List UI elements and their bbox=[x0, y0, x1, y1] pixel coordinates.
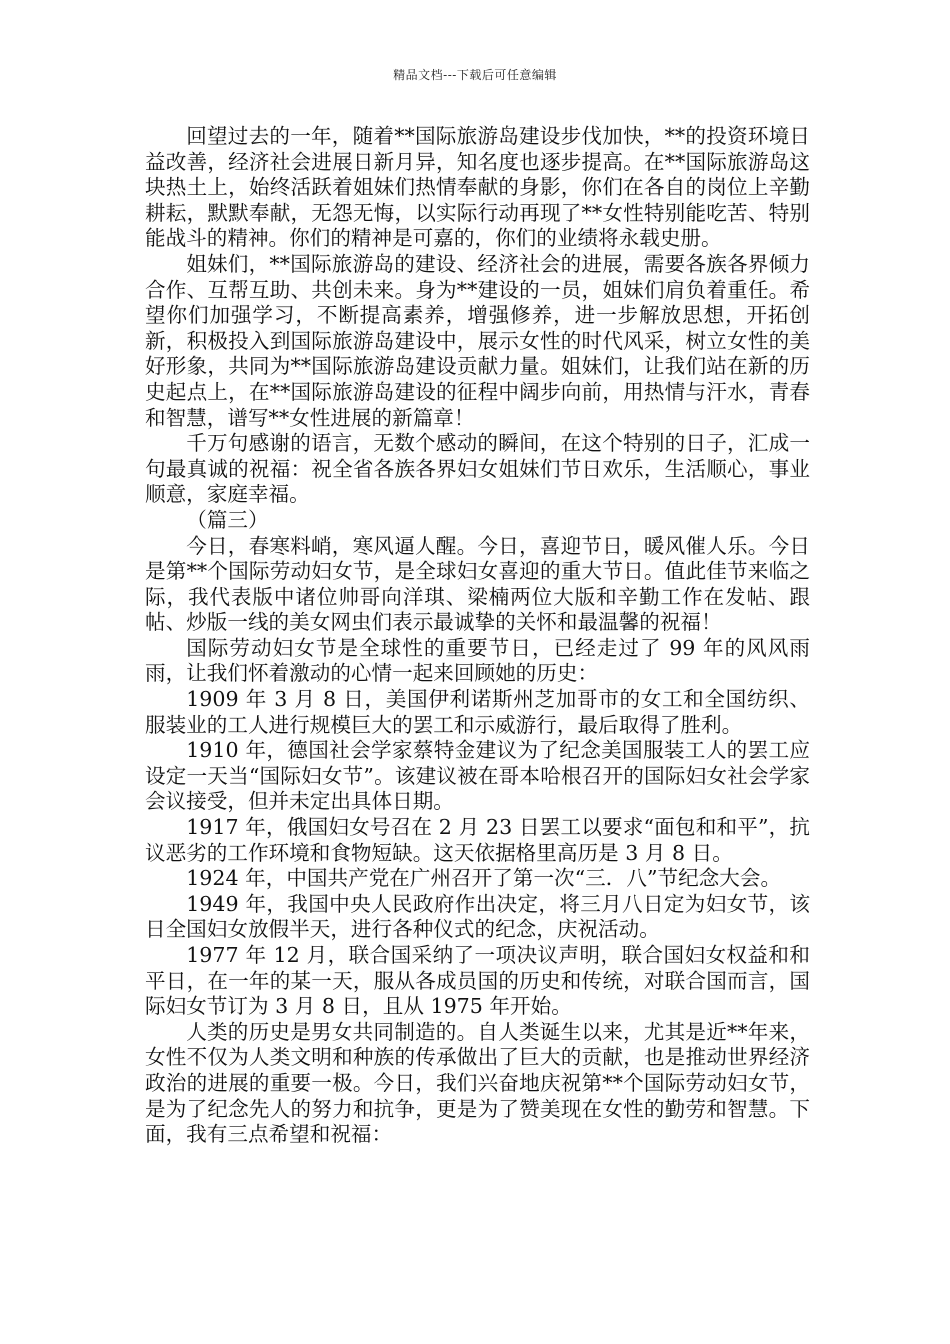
document-body bbox=[145, 124, 810, 1148]
paragraph: 回望过去的一年，随着**国际旅游岛建设步伐加快，**的投资环境日益改善，经济社会进展日新月异，知名度也逐步提高。在**国际旅游岛这块热土上，始终活跃着姐妹们热情奉献的身影，你们在各自的岗位上辛勤耕耘，默默奉献，无怨无悔，以实际行动再现了**女性特别能吃苦、特别能战斗的精神。你们的精神是可嘉的，你们的业绩将永载史册。 bbox=[145, 124, 810, 251]
paragraph: 国际劳动妇女节是全球性的重要节日，已经走过了 99 年的风风雨雨，让我们怀着激动的心情一起来回顾她的历史： bbox=[145, 635, 810, 686]
paragraph: 今日，春寒料峭，寒风逼人醒。今日，喜迎节日，暖风催人乐。今日是第**个国际劳动妇女节，是全球妇女喜迎的重大节日。值此佳节来临之际，我代表版中诸位帅哥向洋琪、梁楠两位大版和辛勤工作在发帖、跟帖、炒版一线的美女网虫们表示最诚挚的关怀和最温馨的祝福！ bbox=[145, 533, 810, 635]
page-header: 精品文档---下载后可任意编辑 bbox=[393, 68, 557, 82]
history-entry-1949: 1949 年，我国中央人民政府作出决定，将三月八日定为妇女节，该日全国妇女放假半天，进行各种仪式的纪念，庆祝活动。 bbox=[145, 891, 810, 942]
paragraph: 人类的历史是男女共同制造的。自人类诞生以来，尤其是近**年来，女性不仅为人类文明和种族的传承做出了巨大的贡献，也是推动世界经济政治的进展的重要一极。今日，我们兴奋地庆祝第**个国际劳动妇女节，是为了纪念先人的努力和抗争，更是为了赞美现在女性的勤劳和智慧。下面，我有三点希望和祝福： bbox=[145, 1019, 810, 1147]
history-entry-1910: 1910 年，德国社会学家蔡特金建议为了纪念美国服装工人的罢工应设定一天当“国际妇女节”。该建议被在哥本哈根召开的国际妇女社会学家会议接受，但并未定出具体日期。 bbox=[145, 738, 810, 814]
paragraph: 姐妹们，**国际旅游岛的建设、经济社会的进展，需要各族各界倾力合作、互帮互助、共创未来。身为**建设的一员，姐妹们肩负着重任。希望你们加强学习，不断提高素养，增强修养，进一步解放思想，开拓创新，积极投入到国际旅游岛建设中，展示女性的时代风采，树立女性的美好形象，共同为**国际旅游岛建设贡献力量。姐妹们，让我们站在新的历史起点上，在**国际旅游岛建设的征程中阔步向前，用热情与汗水，青春和智慧，谱写**女性进展的新篇章！ bbox=[145, 251, 810, 430]
history-entry-1977: 1977 年 12 月，联合国采纳了一项决议声明，联合国妇女权益和和平日，在一年的某一天，服从各成员国的历史和传统，对联合国而言，国际妇女节订为 3 月 8 日，且从 1975 年开始。 bbox=[145, 943, 810, 1019]
history-entry-1917: 1917 年，俄国妇女号召在 2 月 23 日罢工以要求“面包和和平”，抗议恶劣的工作环境和食物短缺。这天依据格里高历是 3 月 8 日。 bbox=[145, 815, 810, 865]
history-entry-1924: 1924 年，中国共产党在广州召开了第一次“三．八”节纪念大会。 bbox=[186, 866, 782, 891]
history-entry-1909: 1909 年 3 月 8 日，美国伊利诺斯州芝加哥市的女工和全国纺织、服装业的工人进行规模巨大的罢工和示威游行，最后取得了胜利。 bbox=[145, 687, 810, 737]
paragraph: 千万句感谢的语言，无数个感动的瞬间，在这个特别的日子，汇成一句最真诚的祝福：祝全省各族各界妇女姐妹们节日欢乐，生活顺心，事业顺意，家庭幸福。 bbox=[145, 431, 810, 507]
section-heading: （篇三） bbox=[186, 507, 269, 532]
